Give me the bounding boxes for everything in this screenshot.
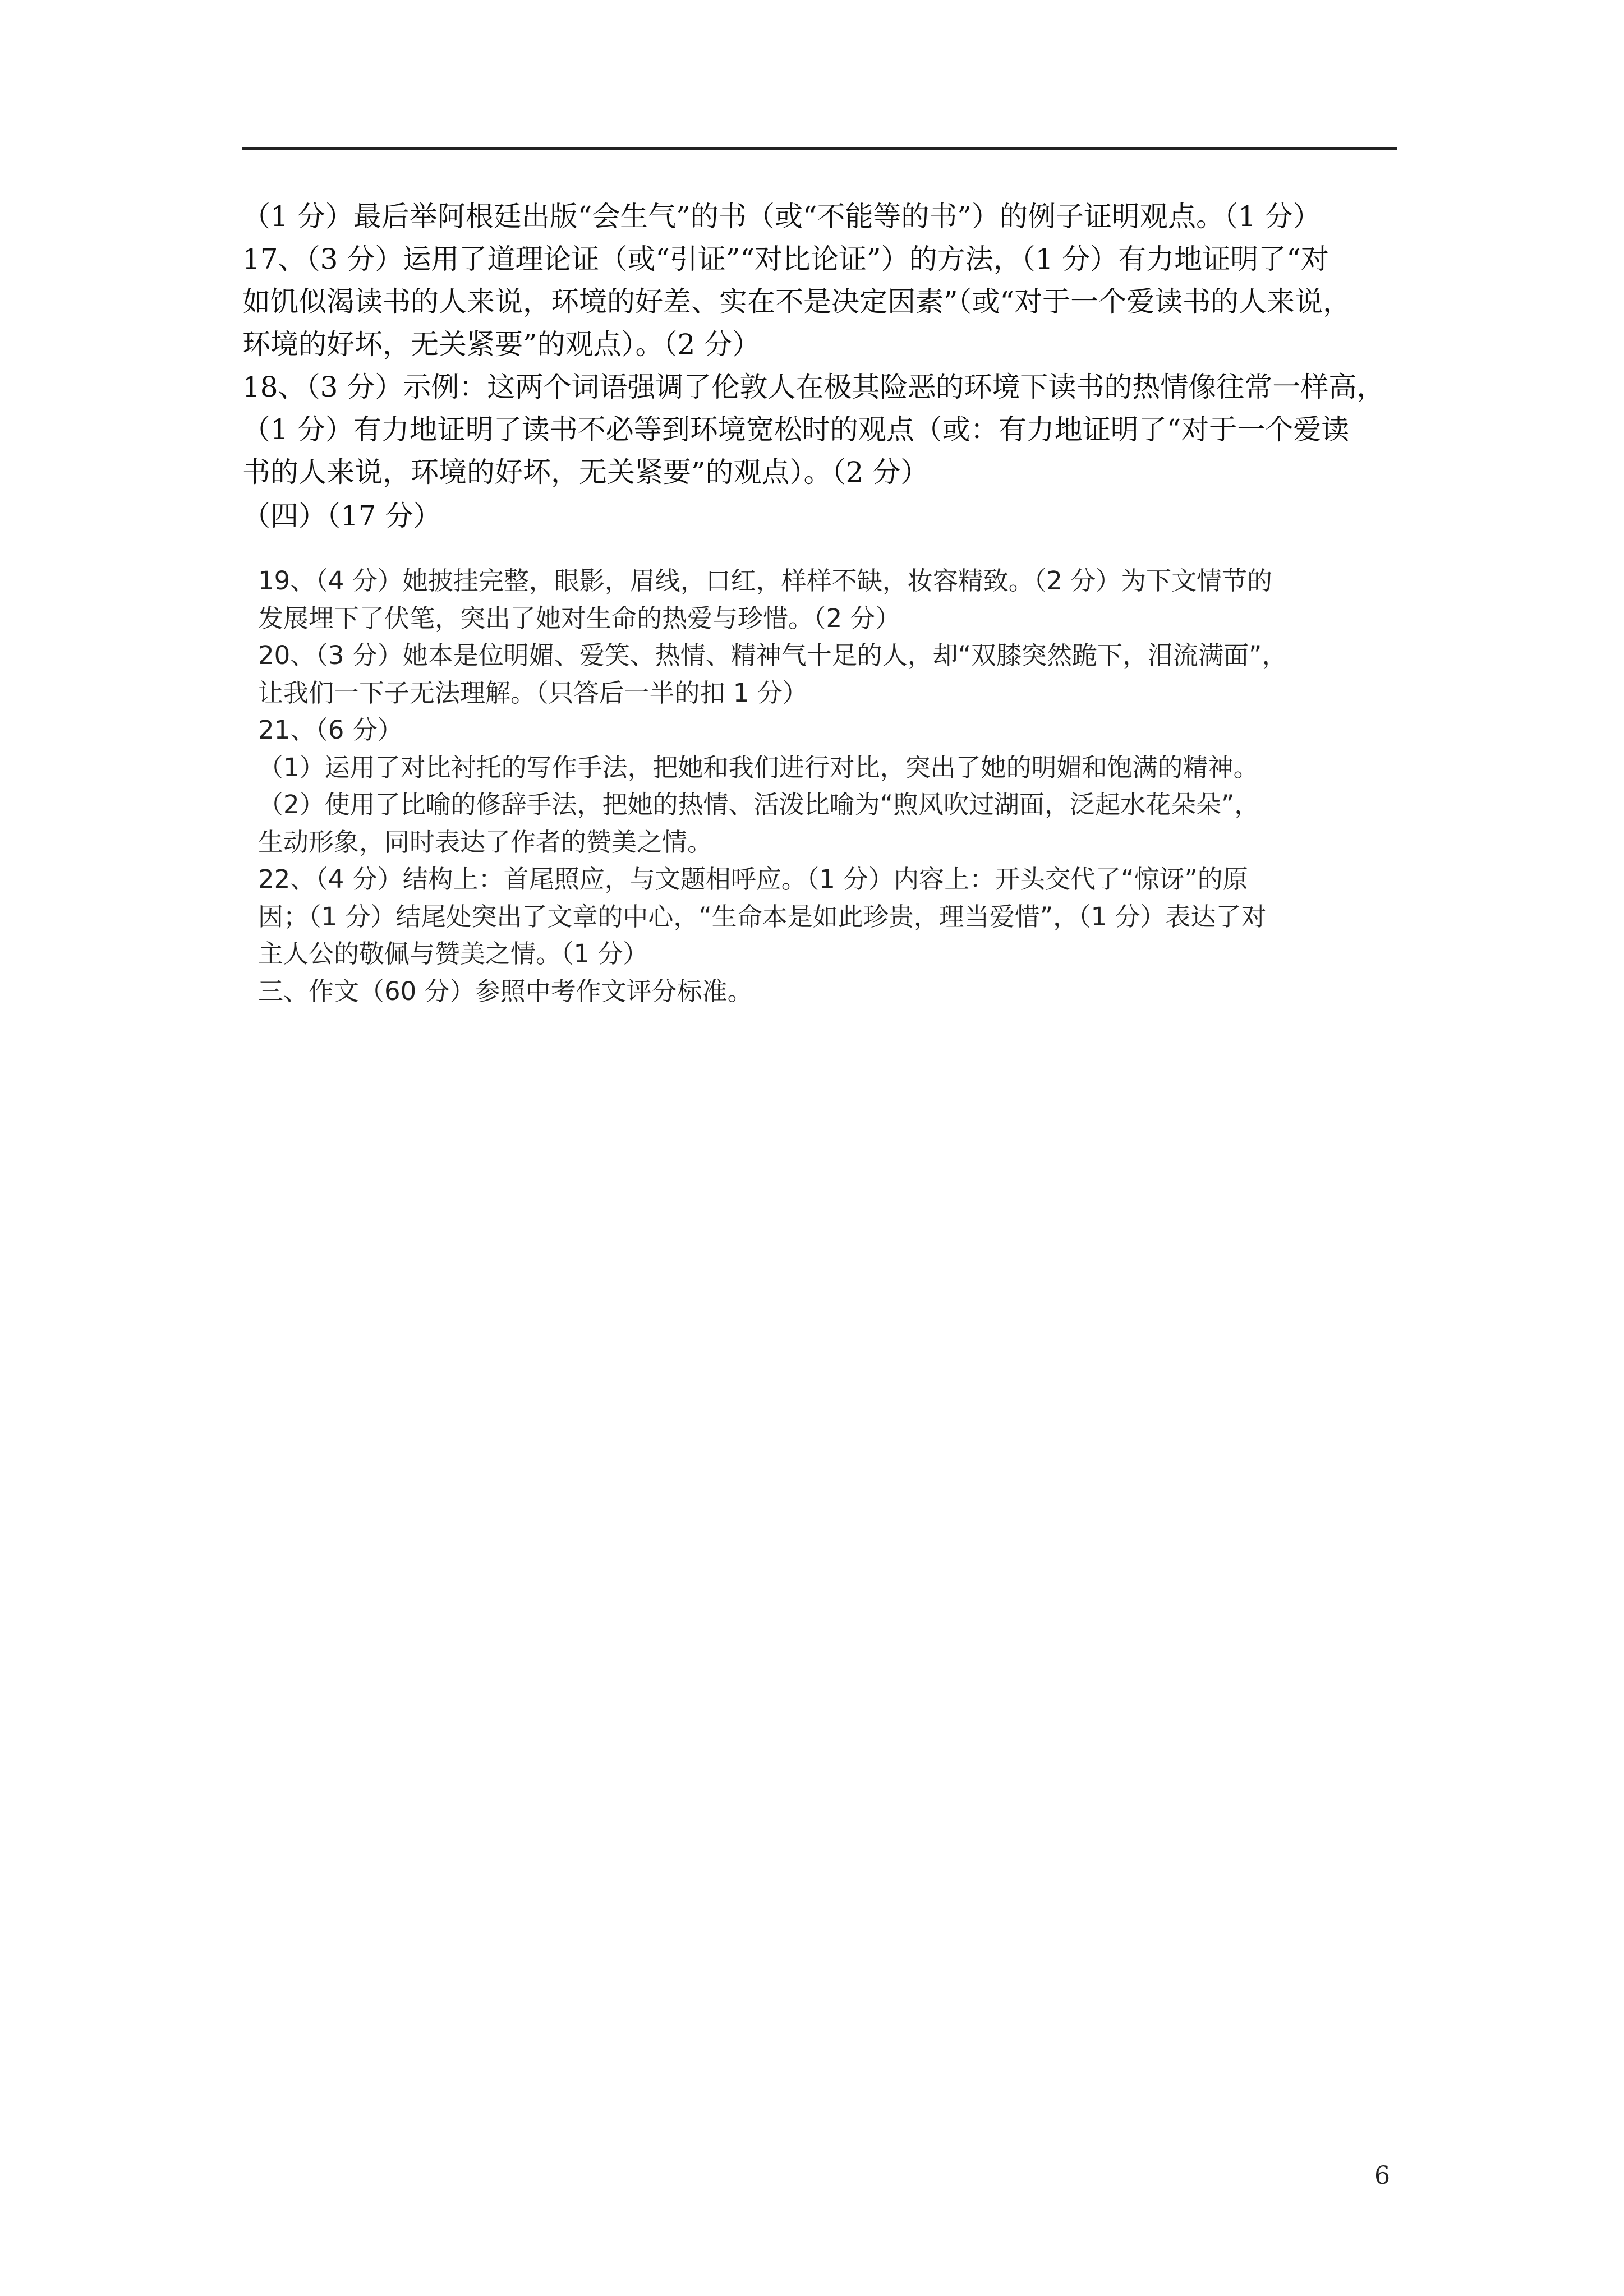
answer-line: 生动形象，同时表达了作者的赞美之情。 [258, 827, 713, 857]
answer-line: （1 分）有力地证明了读书不必等到环境宽松时的观点（或：有力地证明了“对于一个爱读 [242, 413, 1350, 446]
answer-line: 让我们一下子无法理解。（只答后一半的扣 1 分） [258, 677, 808, 708]
answer-line: 书的人来说，环境的好坏，无关紧要”的观点）。（2 分） [242, 456, 929, 488]
answer-line: 发展埋下了伏笔，突出了她对生命的热爱与珍惜。（2 分） [258, 603, 901, 633]
answer-line: 因；（1 分）结尾处突出了文章的中心，“生命本是如此珍贵，理当爱惜”，（1 分）表达了对 [258, 901, 1267, 932]
answer-line: 18、（3 分）示例：这两个词语强调了伦敦人在极其险恶的环境下读书的热情像往常一样高， [242, 371, 1385, 403]
answer-line: 19、（4 分）她披挂完整，眼影，眉线，口红，样样不缺，妆容精致。（2 分）为下文情节的 [258, 566, 1273, 596]
page-number: 6 [1374, 2161, 1390, 2190]
answer-line: 21、（6 分） [258, 715, 403, 745]
answer-line: 如饥似渴读书的人来说，环境的好差、实在不是决定因素”（或“对于一个爱读书的人来说， [242, 285, 1351, 318]
answer-line: 17、（3 分）运用了道理论证（或“引证”“对比论证”）的方法，（1 分）有力地证明了“对 [242, 243, 1329, 275]
answer-line: （1 分）最后举阿根廷出版“会生气”的书（或“不能等的书”）的例子证明观点。（1 分） [242, 200, 1321, 233]
header-rule [242, 147, 1397, 150]
answer-line: （1）运用了对比衬托的写作手法，把她和我们进行对比，突出了她的明媚和饱满的精神。 [258, 752, 1259, 782]
answer-line: 主人公的敬佩与赞美之情。（1 分） [258, 939, 648, 969]
answer-block-serif [242, 195, 1404, 494]
answer-line: （2）使用了比喻的修辞手法，把她的热情、活泼比喻为“煦风吹过湖面，泛起水花朵朵”， [258, 790, 1260, 819]
answer-line: 三、作文（60 分）参照中考作文评分标准。 [258, 976, 753, 1006]
answer-line: 22、（4 分）结构上：首尾照应，与文题相呼应。（1 分）内容上：开头交代了“惊讶”的原 [258, 864, 1248, 894]
answer-line: 20、（3 分）她本是位明媚、爱笑、热情、精神气十足的人，却“双膝突然跪下，泪流满面”， [258, 640, 1287, 670]
answer-block-scanned [258, 563, 1380, 1010]
section-heading: （四）（17 分） [242, 500, 441, 532]
answer-line: 环境的好坏，无关紧要”的观点）。（2 分） [242, 328, 761, 361]
